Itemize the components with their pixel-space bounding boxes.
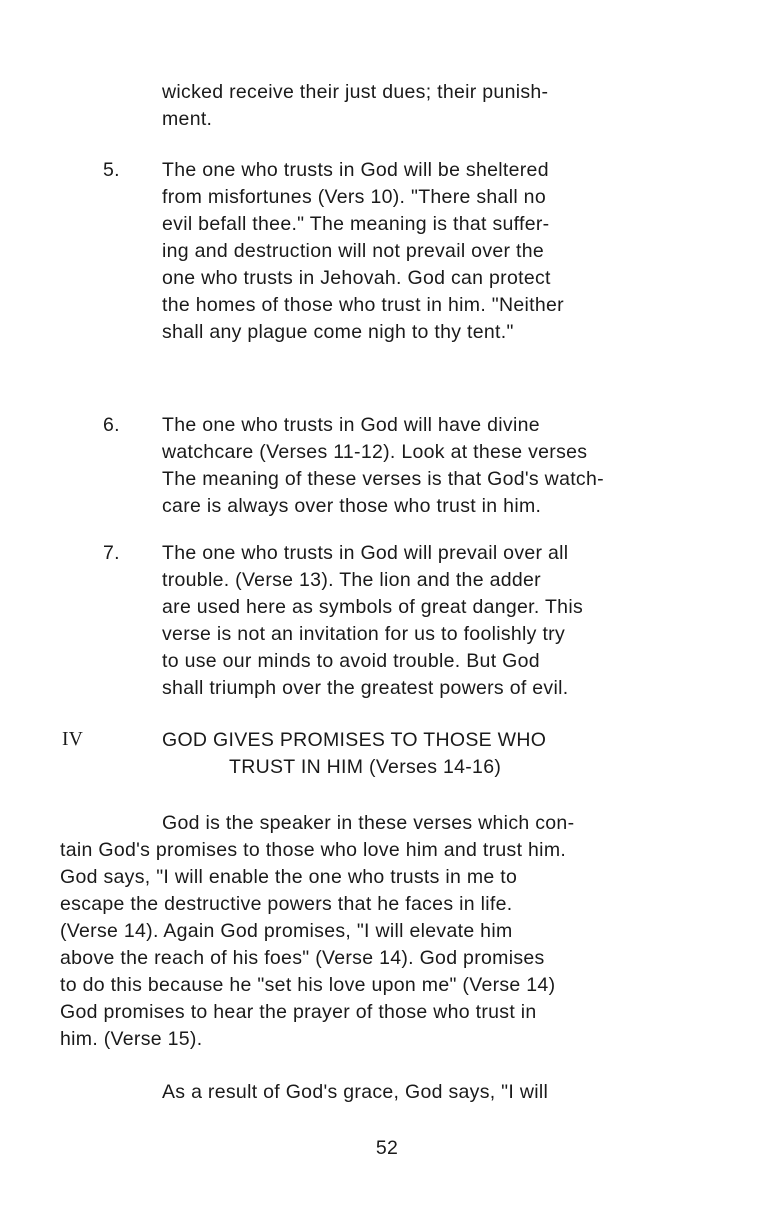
text-line: verse is not an invitation for us to foolishly try (162, 623, 566, 645)
text-line: escape the destructive powers that he faces in life. (60, 893, 513, 915)
text-line: to do this because he "set his love upon me" (Verse 14) (60, 974, 556, 996)
text-line: (Verse 14). Again God promises, "I will elevate him (60, 920, 513, 942)
text-line: God is the speaker in these verses which con- (162, 812, 575, 834)
text-line: tain God's promises to those who love him and trust him. (60, 839, 567, 861)
text-line: one who trusts in Jehovah. God can protect (162, 267, 551, 289)
text-line: shall triumph over the greatest powers of evil. (162, 677, 569, 699)
heading-line: GOD GIVES PROMISES TO THOSE WHO (162, 729, 547, 751)
text-line: ing and destruction will not prevail over the (162, 240, 545, 262)
item-number: 6. (103, 414, 120, 436)
text-line: The one who trusts in God will be sheltered (162, 159, 549, 181)
text-line: above the reach of his foes" (Verse 14). God promises (60, 947, 545, 969)
text-line: trouble. (Verse 13). The lion and the adder (162, 569, 541, 591)
item-number: 5. (103, 159, 120, 181)
page-number: 52 (375, 1137, 399, 1159)
text-line: ment. (162, 108, 213, 130)
section-numeral: IV (62, 729, 84, 750)
text-line: the homes of those who trust in him. "Neither (162, 294, 564, 316)
text-line: God says, "I will enable the one who trusts in me to (60, 866, 518, 888)
text-line: wicked receive their just dues; their punish- (162, 81, 549, 103)
text-line: The one who trusts in God will prevail over all (162, 542, 569, 564)
text-line: from misfortunes (Vers 10). "There shall no (162, 186, 546, 208)
text-line: are used here as symbols of great danger. This (162, 596, 584, 618)
text-line: him. (Verse 15). (60, 1028, 203, 1050)
text-line: watchcare (Verses 11-12). Look at these verses (162, 441, 588, 463)
text-line: care is always over those who trust in him. (162, 495, 542, 517)
text-line: The meaning of these verses is that God's watch- (162, 468, 604, 490)
heading-line: TRUST IN HIM (Verses 14-16) (229, 756, 502, 778)
text-line: The one who trusts in God will have divine (162, 414, 540, 436)
text-line: shall any plague come nigh to thy tent." (162, 321, 514, 343)
text-line: As a result of God's grace, God says, "I will (162, 1081, 549, 1103)
text-line: to use our minds to avoid trouble. But God (162, 650, 540, 672)
text-line: evil befall thee." The meaning is that suffer- (162, 213, 550, 235)
item-number: 7. (103, 542, 120, 564)
text-line: God promises to hear the prayer of those who trust in (60, 1001, 537, 1023)
